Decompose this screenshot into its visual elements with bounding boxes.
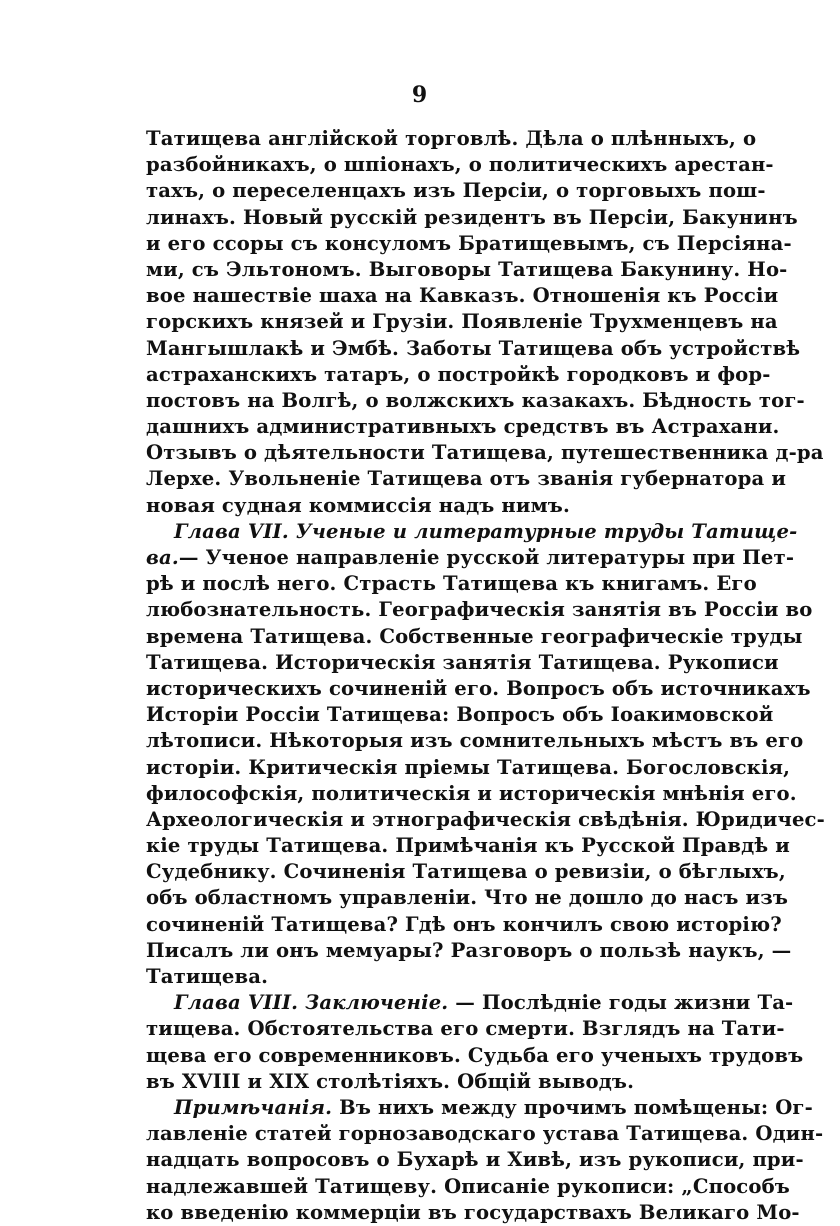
line-text: Археологическія и этнографическія свѣдѣнія. Юридичес- [146, 807, 825, 831]
line-text: Татищева англійской торговлѣ. Дѣла о плѣнныхъ, о [146, 127, 757, 150]
line-text: времена Татищева. Собственные географическіе труды [146, 624, 803, 648]
text-line [146, 755, 791, 781]
text-line [146, 964, 730, 990]
text-line [146, 283, 779, 309]
line-text: Отзывъ о дѣятельности Татищева, путешественника д-ра [146, 441, 824, 465]
line-text: кіе труды Татищева. Примѣчанія къ Русской Правдѣ и [146, 834, 790, 858]
text-line [146, 1016, 785, 1042]
text-line [146, 990, 794, 1016]
text-line [146, 1174, 790, 1200]
text-line [146, 571, 757, 597]
line-text: и его ссоры съ консуломъ Братищевымъ, съ Персіяна- [146, 231, 792, 255]
section-heading: Глава VII. Ученые и литературные труды Татище- [174, 519, 798, 543]
section-heading: Глава VIII. Заключеніе. [174, 991, 449, 1015]
line-text: объ областномъ управленіи. Что не дошло до насъ изъ [146, 886, 789, 910]
text-line [146, 912, 782, 938]
line-text: постовъ на Волгѣ, о волжскихъ казакахъ. Бѣдность тог- [146, 388, 805, 412]
text-line [146, 336, 801, 362]
text-line [146, 309, 778, 335]
text-line [146, 178, 766, 204]
text-line [146, 938, 792, 964]
line-text: рѣ и послѣ него. Страсть Татищева къ книгамъ. Его [146, 572, 757, 596]
text-line [146, 440, 824, 466]
line-text: Татищева. [146, 965, 269, 988]
text-line [146, 885, 789, 911]
text-line [146, 493, 730, 519]
text-line [146, 833, 790, 859]
line-text: — Послѣдніе годы жизни Та- [448, 991, 794, 1015]
line-text: астраханскихъ татаръ, о постройкѣ городковъ и фор- [146, 362, 771, 386]
line-text: горскихъ князей и Грузіи. Появленіе Трухменцевъ на [146, 310, 778, 334]
line-text: тищева. Обстоятельства его смерти. Взглядъ на Тати- [146, 1017, 785, 1041]
text-line [146, 231, 792, 257]
section-heading: Примѣчанія. [174, 1095, 333, 1119]
text-line [146, 414, 780, 440]
line-text: Мангышлакѣ и Эмбѣ. Заботы Татищева объ устройствѣ [146, 336, 801, 360]
line-text: философскія, политическія и историческія мнѣнія его. [146, 781, 797, 805]
line-text: ко введенію коммерціи въ государствахъ Великаго Мо- [146, 1200, 800, 1224]
text-line [146, 257, 788, 283]
text-line [146, 126, 757, 152]
line-text: вое нашествіе шаха на Кавказъ. Отношенія къ Россіи [146, 284, 779, 308]
line-text: Въ нихъ между прочимъ помѣщены: Ог- [332, 1095, 813, 1119]
line-text: новая судная коммиссія надъ нимъ. [146, 493, 570, 517]
text-line [146, 388, 805, 414]
text-line [146, 728, 804, 754]
text-line [146, 597, 813, 623]
line-text: разбойникахъ, о шпіонахъ, о политическихъ арестан- [146, 153, 774, 177]
text-line [146, 702, 774, 728]
text-line [146, 545, 795, 571]
line-text: лавленіе статей горнозаводскаго устава Татищева. Один- [146, 1122, 824, 1146]
text-line [146, 1147, 804, 1173]
line-text: — Ученое направленіе русской литературы при Пет- [178, 546, 795, 569]
line-text: историческихъ сочиненій его. Вопросъ объ источникахъ [146, 676, 811, 700]
text-line [146, 807, 825, 833]
line-text: въ XVIII и XIX столѣтіяхъ. Общій выводъ. [146, 1069, 635, 1093]
line-text: дашнихъ административныхъ средствъ въ Астрахани. [146, 415, 780, 439]
line-text: щева его современниковъ. Судьба его ученыхъ трудовъ [146, 1043, 804, 1067]
text-line [146, 1069, 730, 1095]
text-line [146, 676, 811, 702]
text-line [146, 152, 774, 178]
text-line [146, 1095, 813, 1121]
text-line [146, 781, 797, 807]
line-text: Татищева. Историческія занятія Татищева. Рукописи [146, 650, 779, 674]
text-line [146, 362, 771, 388]
text-line [146, 466, 786, 492]
text-line [146, 1043, 804, 1069]
line-text: надцать вопросовъ о Бухарѣ и Хивѣ, изъ рукописи, при- [146, 1148, 804, 1172]
text-line [146, 1200, 800, 1226]
text-line [146, 1121, 824, 1147]
line-text: Исторіи Россіи Татищева: Вопросъ объ Іоакимовской [146, 703, 774, 727]
line-text: сочиненій Татищева? Гдѣ онъ кончилъ свою исторію? [146, 912, 782, 936]
line-text: тахъ, о переселенцахъ изъ Персіи, о торговыхъ пош- [146, 179, 766, 203]
text-line [146, 859, 786, 885]
line-text: исторіи. Критическія пріемы Татищева. Богословскія, [146, 755, 791, 779]
text-line [146, 650, 779, 676]
text-line [146, 624, 803, 650]
line-text: надлежавшей Татищеву. Описаніе рукописи: „Способъ [146, 1174, 790, 1198]
section-heading: ва. [146, 546, 179, 569]
line-text: Судебнику. Сочиненія Татищева о ревизіи, о бѣглыхъ, [146, 860, 786, 884]
line-text: Писалъ ли онъ мемуары? Разговоръ о пользѣ наукъ, — [146, 938, 792, 962]
line-text: лѣтописи. Нѣкоторыя изъ сомнительныхъ мѣстъ въ его [146, 729, 804, 753]
line-text: Лерхе. Увольненіе Татищева отъ званія губернатора и [146, 467, 786, 491]
body-text [146, 126, 825, 1226]
text-line [146, 205, 798, 231]
line-text: ми, съ Эльтономъ. Выговоры Татищева Бакунину. Но- [146, 257, 788, 281]
text-line [146, 519, 798, 545]
page-number: 9 [411, 82, 429, 108]
line-text: линахъ. Новый русскій резидентъ въ Персіи, Бакунинъ [146, 205, 798, 229]
line-text: любознательность. Географическія занятія въ Россіи во [146, 598, 813, 622]
